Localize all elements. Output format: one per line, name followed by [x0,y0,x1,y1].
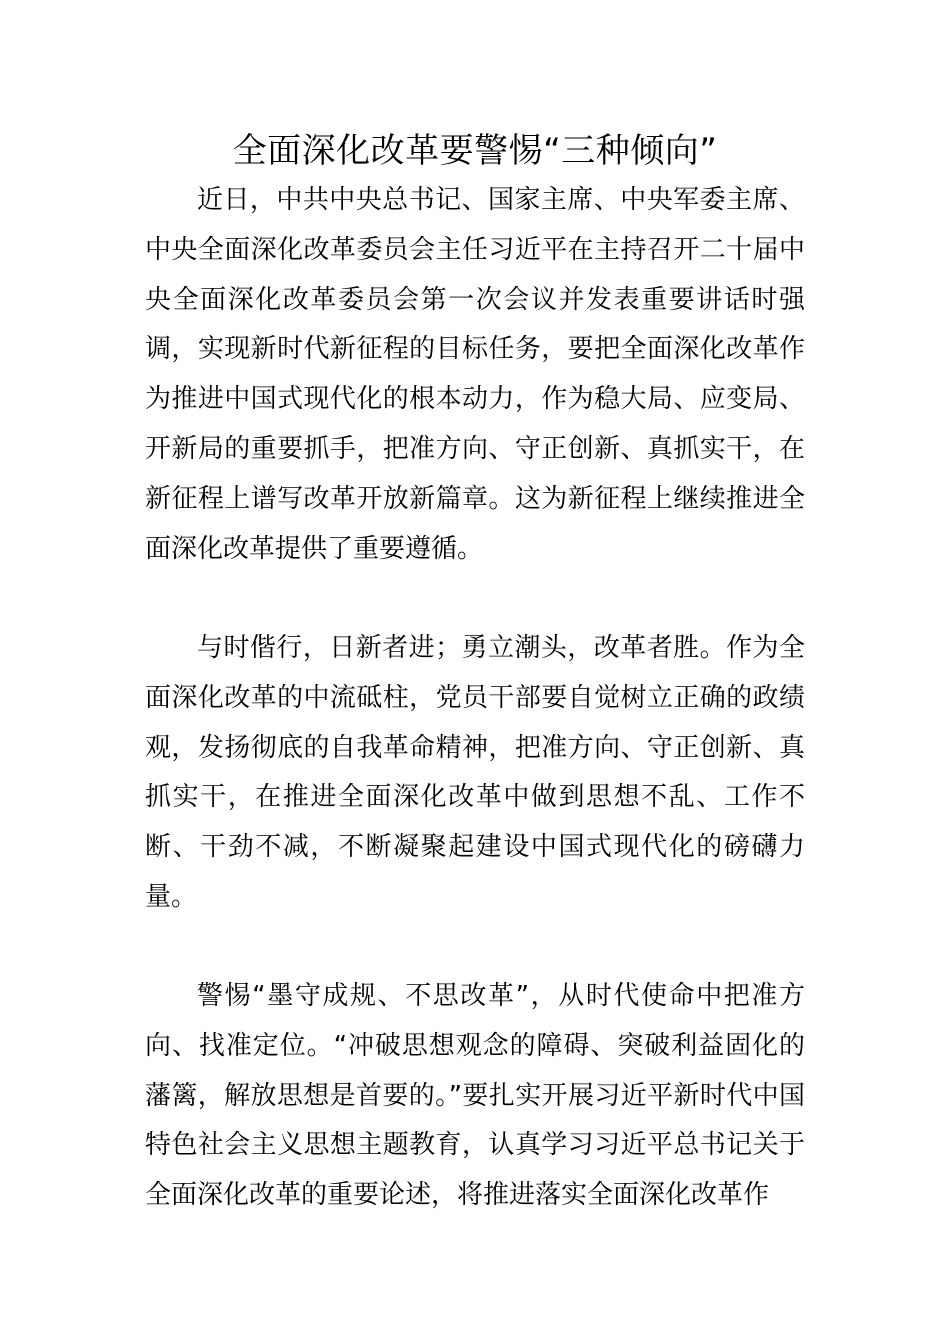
paragraph-3: 警惕“墨守成规、不思改革”，从时代使命中把准方向、找准定位。“冲破思想观念的障碍、突破利益固化的藩篱，解放思想是首要的。”要扎实开展习近平新时代中国特色社会主义思想主题教育，认真学习习近平总书记关于全面深化改革的重要论述，将推进落实全面深化改革作 [145,981,805,1211]
paragraph-2: 与时偕行，日新者进；勇立潮头，改革者胜。作为全面深化改革的中流砥柱，党员干部要自觉树立正确的政绩观，发扬彻底的自我革命精神，把准方向、守正创新、真抓实干，在推进全面深化改革中做到思想不乱、工作不断、干劲不减，不断凝聚起建设中国式现代化的磅礴力量。 [145,633,805,912]
page-title: 全面深化改革要警惕“三种倾向” [232,131,718,171]
paragraph-1: 近日，中共中央总书记、国家主席、中央军委主席、中央全面深化改革委员会主任习近平在主持召开二十届中央全面深化改革委员会第一次会议并发表重要讲话时强调，实现新时代新征程的目标任务，要把全面深化改革作为推进中国式现代化的根本动力，作为稳大局、应变局、开新局的重要抓手，把准方向、守正创新、真抓实干，在新征程上谱写改革开放新篇章。这为新征程上继续推进全面深化改革提供了重要遵循。 [145,185,805,564]
